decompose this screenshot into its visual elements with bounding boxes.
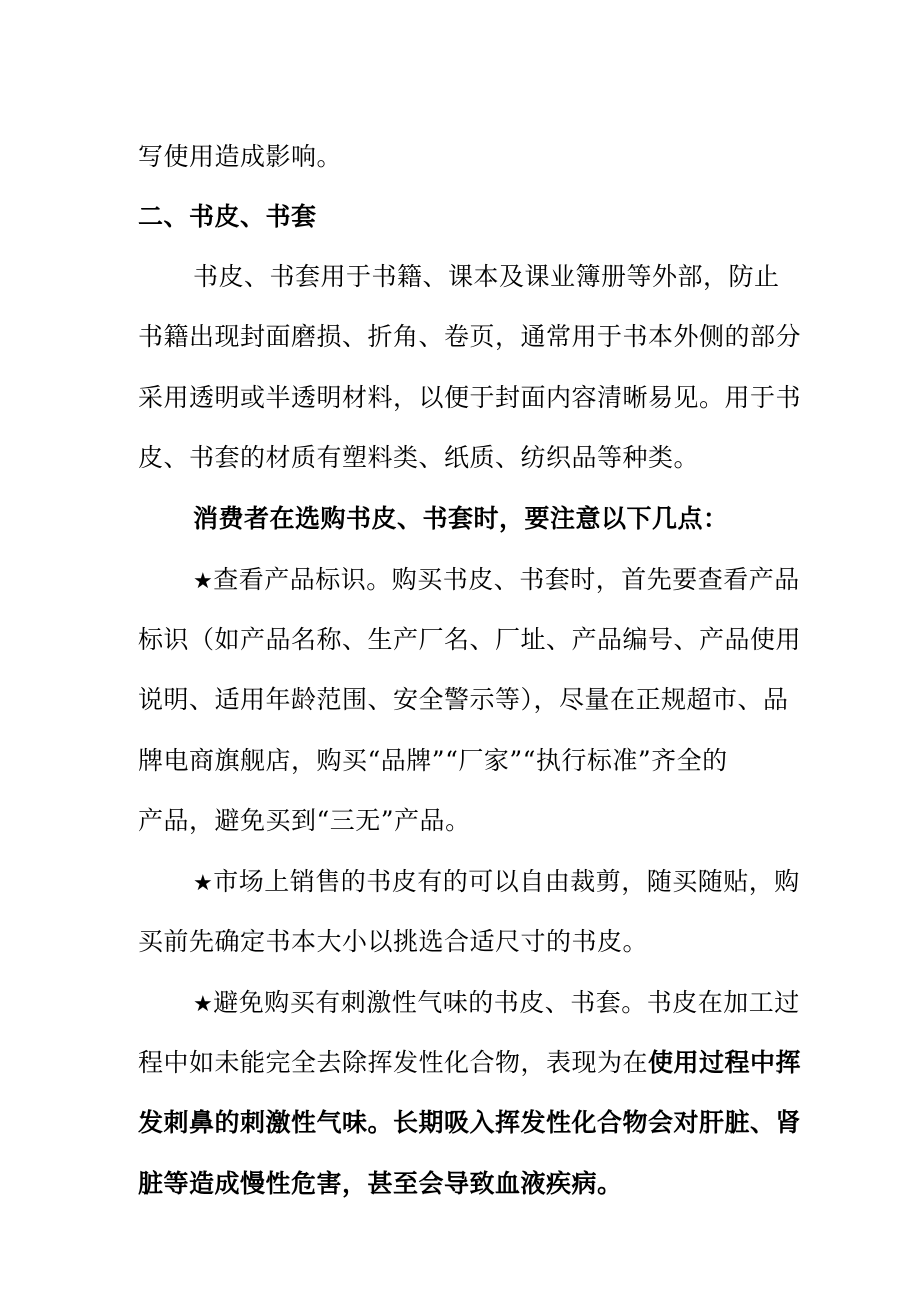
continuation-text: 写使用造成影响。	[138, 142, 343, 171]
star-icon: ★	[193, 992, 214, 1017]
star-icon: ★	[193, 871, 214, 896]
point1-line-4: 牌电商旗舰店，购买“品牌”“厂家”“执行标准”齐全的	[138, 746, 728, 775]
intro-line-2: 书籍出现封面磨损、折角、卷页，通常用于书本外侧的部分	[138, 322, 802, 351]
point1-line-3: 说明、适用年龄范围、安全警示等），尽量在正规超市、品	[138, 685, 789, 714]
star-icon: ★	[193, 569, 214, 594]
point1-line-1	[193, 563, 800, 599]
point3-text-2-bold: 使用过程中挥	[648, 1048, 802, 1077]
point2-line-2: 买前先确定书本大小以挑选合适尺寸的书皮。	[138, 927, 649, 956]
point3-text-1: 避免购买有刺激性气味的书皮、书套。书皮在加工过	[213, 988, 800, 1017]
point2-line-1	[193, 865, 800, 901]
intro-line-3: 采用透明或半透明材料，以便于封面内容清晰易见。用于书	[138, 383, 802, 412]
point1-line-5: 产品，避免买到“三无”产品。	[138, 806, 471, 835]
intro-line-1: 书皮、书套用于书籍、课本及课业簿册等外部，防止	[193, 262, 780, 291]
section-heading: 二、书皮、书套	[138, 202, 317, 231]
notice-heading: 消费者在选购书皮、书套时，要注意以下几点：	[193, 504, 729, 533]
point1-text-1: 查看产品标识。购买书皮、书套时，首先要查看产品	[213, 565, 800, 594]
intro-line-4: 皮、书套的材质有塑料类、纸质、纺织品等种类。	[138, 443, 700, 472]
point3-text-2: 程中如未能完全去除挥发性化合物，表现为在	[138, 1048, 649, 1077]
point3-line-3: 发刺鼻的刺激性气味。长期吸入挥发性化合物会对肝脏、肾	[138, 1108, 802, 1137]
point2-text-1: 市场上销售的书皮有的可以自由裁剪，随买随贴，购	[213, 867, 800, 896]
point1-line-2: 标识（如产品名称、生产厂名、厂址、产品编号、产品使用	[138, 625, 802, 654]
point3-line-1	[193, 986, 800, 1022]
point3-line-2	[138, 1046, 802, 1080]
point3-line-4: 脏等造成慢性危害，甚至会导致血液疾病。	[138, 1169, 623, 1198]
